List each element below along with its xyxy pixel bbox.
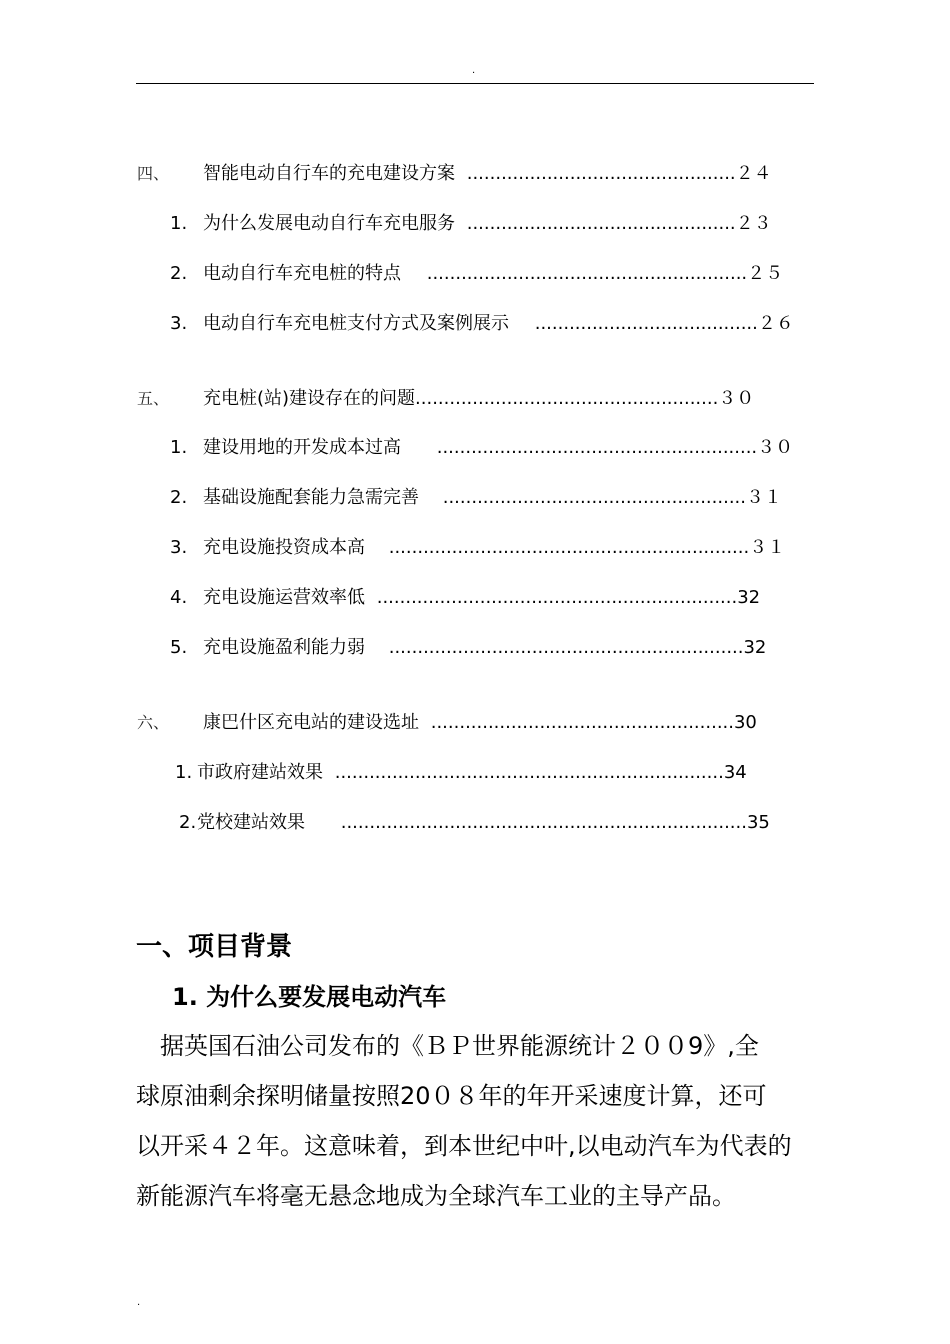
toc-number: 1.	[170, 437, 188, 458]
toc-number: 1.	[175, 762, 193, 783]
paragraph-line: 新能源汽车将毫无悬念地成为全球汽车工业的主导产品。	[136, 1182, 736, 1210]
toc-title: 充电桩(站)建设存在的问题	[203, 388, 416, 409]
toc-leader: ...............................................	[466, 163, 736, 184]
toc-entry[interactable]	[170, 313, 794, 335]
toc-leader: ...............................................................	[388, 537, 750, 558]
toc-number: 3.	[170, 313, 188, 334]
toc-number: 3.	[170, 537, 188, 558]
toc-title: 充电设施运营效率低	[203, 587, 365, 608]
footer-dot: .	[137, 1297, 141, 1308]
toc-leader: ........................................................	[426, 263, 748, 284]
header-rule	[136, 83, 814, 84]
toc-entry[interactable]	[170, 263, 783, 285]
toc-entry[interactable]	[170, 537, 785, 559]
toc-number: 四、	[137, 164, 170, 183]
toc-entry[interactable]	[170, 437, 793, 459]
toc-leader: .......................................................................	[340, 812, 747, 833]
toc-leader: ..............................................................	[388, 637, 744, 658]
toc-entry[interactable]	[179, 812, 770, 834]
toc-entry[interactable]	[170, 487, 782, 509]
header-dot: .	[472, 65, 476, 76]
paragraph-line: 球原油剩余探明储量按照20０８年的年开采速度计算，还可	[136, 1082, 767, 1110]
toc-title: 基础设施配套能力急需完善	[203, 487, 419, 508]
toc-entry[interactable]	[170, 213, 772, 235]
toc-leader: .......................................	[534, 313, 758, 334]
toc-page: ２６	[757, 313, 794, 334]
toc-number: 4.	[170, 587, 188, 608]
toc-number: 五、	[137, 389, 170, 408]
section-heading: 一、项目背景	[136, 932, 293, 962]
paragraph-line: 以开采４２年。这意味着，到本世纪中叶,以电动汽车为代表的	[136, 1132, 792, 1160]
toc-title: 市政府建站效果	[197, 762, 323, 783]
toc-page: 32	[737, 587, 761, 608]
toc-leader: .....................................................	[442, 487, 746, 508]
toc-leader: .....................................................	[430, 712, 734, 733]
toc-number: 2.	[179, 812, 197, 833]
toc-page: ３１	[745, 487, 782, 508]
toc-number: 5.	[170, 637, 188, 658]
paragraph-line: 据英国石油公司发布的《ＢＰ世界能源统计２００9》,全	[136, 1032, 759, 1060]
toc-page: ３０	[718, 388, 755, 409]
toc-title: 充电设施投资成本高	[203, 537, 365, 558]
toc-entry[interactable]	[137, 388, 754, 410]
toc-entry[interactable]	[170, 587, 760, 609]
toc-leader: ....................................................................	[334, 762, 724, 783]
toc-entry[interactable]	[137, 163, 772, 185]
toc-page: 30	[733, 712, 757, 733]
toc-page: ３１	[749, 537, 786, 558]
toc-page: 35	[746, 812, 770, 833]
toc-title: 建设用地的开发成本过高	[203, 437, 401, 458]
toc-number: 2.	[170, 263, 188, 284]
toc-title: 党校建站效果	[197, 812, 305, 833]
toc-page: 32	[743, 637, 767, 658]
toc-title: 智能电动自行车的充电建设方案	[203, 163, 455, 184]
toc-page: ３０	[757, 437, 794, 458]
toc-page: ２５	[747, 263, 784, 284]
toc-title: 充电设施盈利能力弱	[203, 637, 365, 658]
toc-page: ２４	[735, 163, 772, 184]
toc-number: 2.	[170, 487, 188, 508]
section-subheading: 1. 为什么要发展电动汽车	[172, 983, 447, 1011]
toc-leader: ...............................................................	[376, 587, 738, 608]
toc-leader: ........................................................	[436, 437, 758, 458]
toc-page: 34	[723, 762, 747, 783]
toc-title: 电动自行车充电桩支付方式及案例展示	[203, 313, 509, 334]
toc-title: 为什么发展电动自行车充电服务	[203, 213, 455, 234]
toc-number: 1.	[170, 213, 188, 234]
toc-leader: .....................................................	[415, 388, 719, 409]
toc-entry[interactable]	[137, 712, 757, 734]
toc-page: ２３	[735, 213, 772, 234]
toc-entry[interactable]	[175, 762, 747, 784]
toc-title: 康巴什区充电站的建设选址	[203, 712, 419, 733]
toc-leader: ...............................................	[466, 213, 736, 234]
toc-entry[interactable]	[170, 637, 766, 659]
toc-title: 电动自行车充电桩的特点	[203, 263, 401, 284]
toc-number: 六、	[137, 713, 170, 732]
